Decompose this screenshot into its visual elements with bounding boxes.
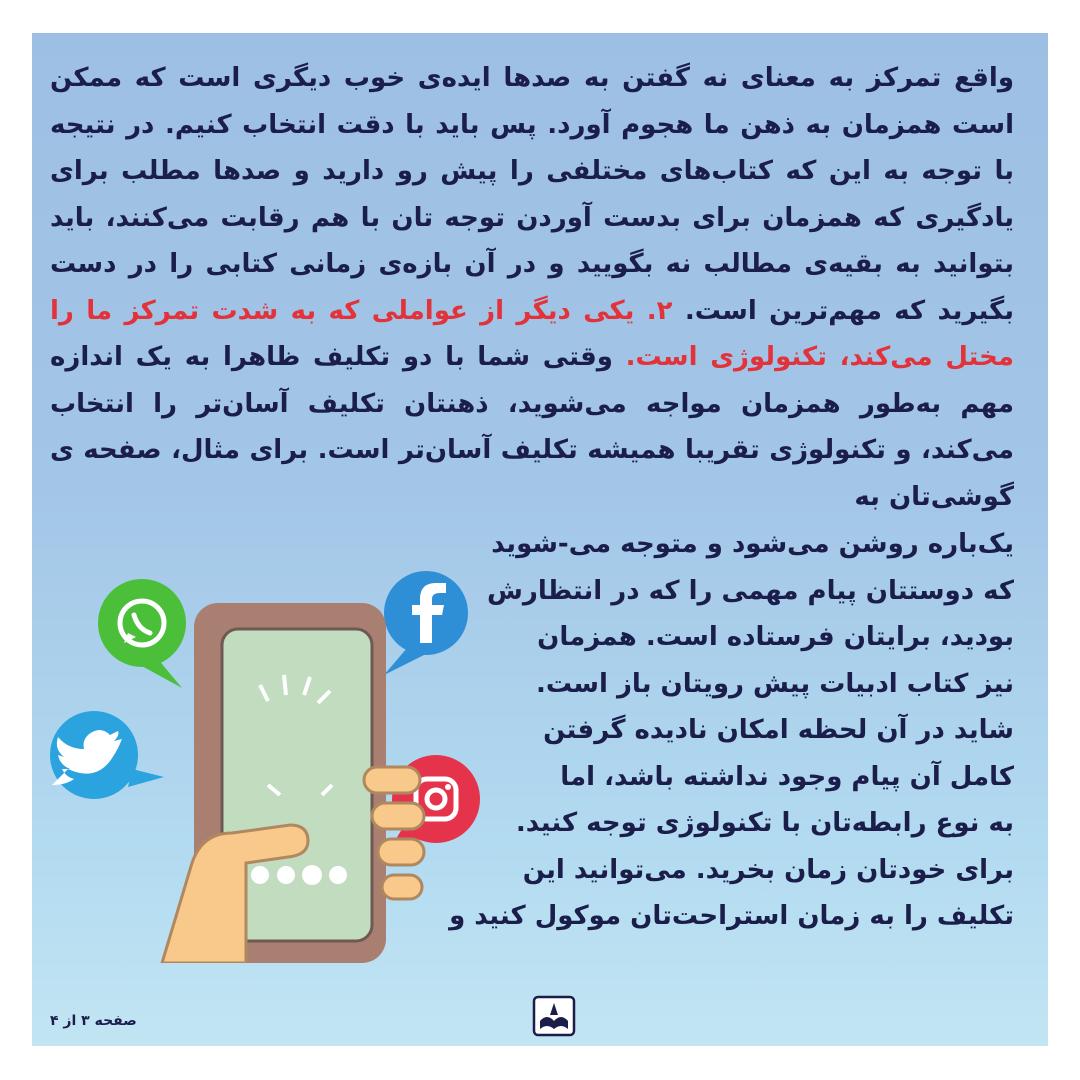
side-line: نیز کتاب ادبیات پیش رویتان باز است.	[536, 668, 1014, 699]
side-line: که دوستتان پیام مهمی را که در انتظارش	[487, 575, 1014, 606]
body-text: وقتی شما با دو تکلیف ظاهرا به یک اندازه مهم به‌طور همزمان مواجه می‌شوید، ذهنتان تکلیف آسان‌تر را انتخاب می‌کند، و تکنولوژی تقریبا همیشه تکلیف آسان‌تر است. برای مثال، صفحه ی گوشی‌تان به	[50, 342, 1014, 512]
side-line: بودید، برایتان فرستاده است. همزمان	[537, 622, 1014, 652]
twitter-icon	[50, 711, 164, 799]
highlighted-point: ۲. یکی دیگر از عواملی که به شدت تمرکز ما را مختل می‌کند، تکنولوژی است.	[50, 295, 1014, 372]
publisher-logo	[524, 993, 584, 1043]
page-number: صفحه ۳ از ۴	[50, 1013, 137, 1029]
side-line: تکلیف را به زمان استراحت‌تان موکول کنید و	[449, 901, 1014, 931]
whatsapp-icon	[98, 579, 186, 688]
side-text	[449, 521, 1014, 940]
page-panel	[32, 33, 1048, 1046]
side-line: شاید در آن لحظه امکان نادیده گرفتن	[543, 715, 1014, 745]
side-line: به نوع رابطه‌تان با تکنولوژی توجه کنید.	[515, 808, 1014, 838]
side-line: یک‌باره روشن می‌شود و متوجه می-شوید	[491, 529, 1014, 559]
side-line: برای خودتان زمان بخرید. می‌توانید این	[522, 854, 1014, 885]
facebook-icon	[384, 571, 468, 675]
phone-illustration	[32, 563, 512, 963]
main-paragraph	[50, 55, 1014, 520]
intro-text: واقع تمرکز به معنای نه گفتن به صدها ایده‌ی خوب دیگری است که ممکن است همزمان به ذهن ما هجوم آورد. پس باید با دقت انتخاب کنیم. در نتیجه با توجه به این که کتاب‌های مختلفی را پیش رو دارید و صدها مطلب برای یادگیری که همزمان برای بدست آوردن توجه تان با هم رقابت می‌کنند، باید بتوانید به بقیه‌ی مطالب نه بگویید و در آن بازه‌ی زمانی کتابی را در دست بگیرید که مهم‌ترین است.	[50, 63, 1015, 326]
side-line: کامل آن پیام وجود نداشته باشد، اما	[560, 761, 1014, 792]
